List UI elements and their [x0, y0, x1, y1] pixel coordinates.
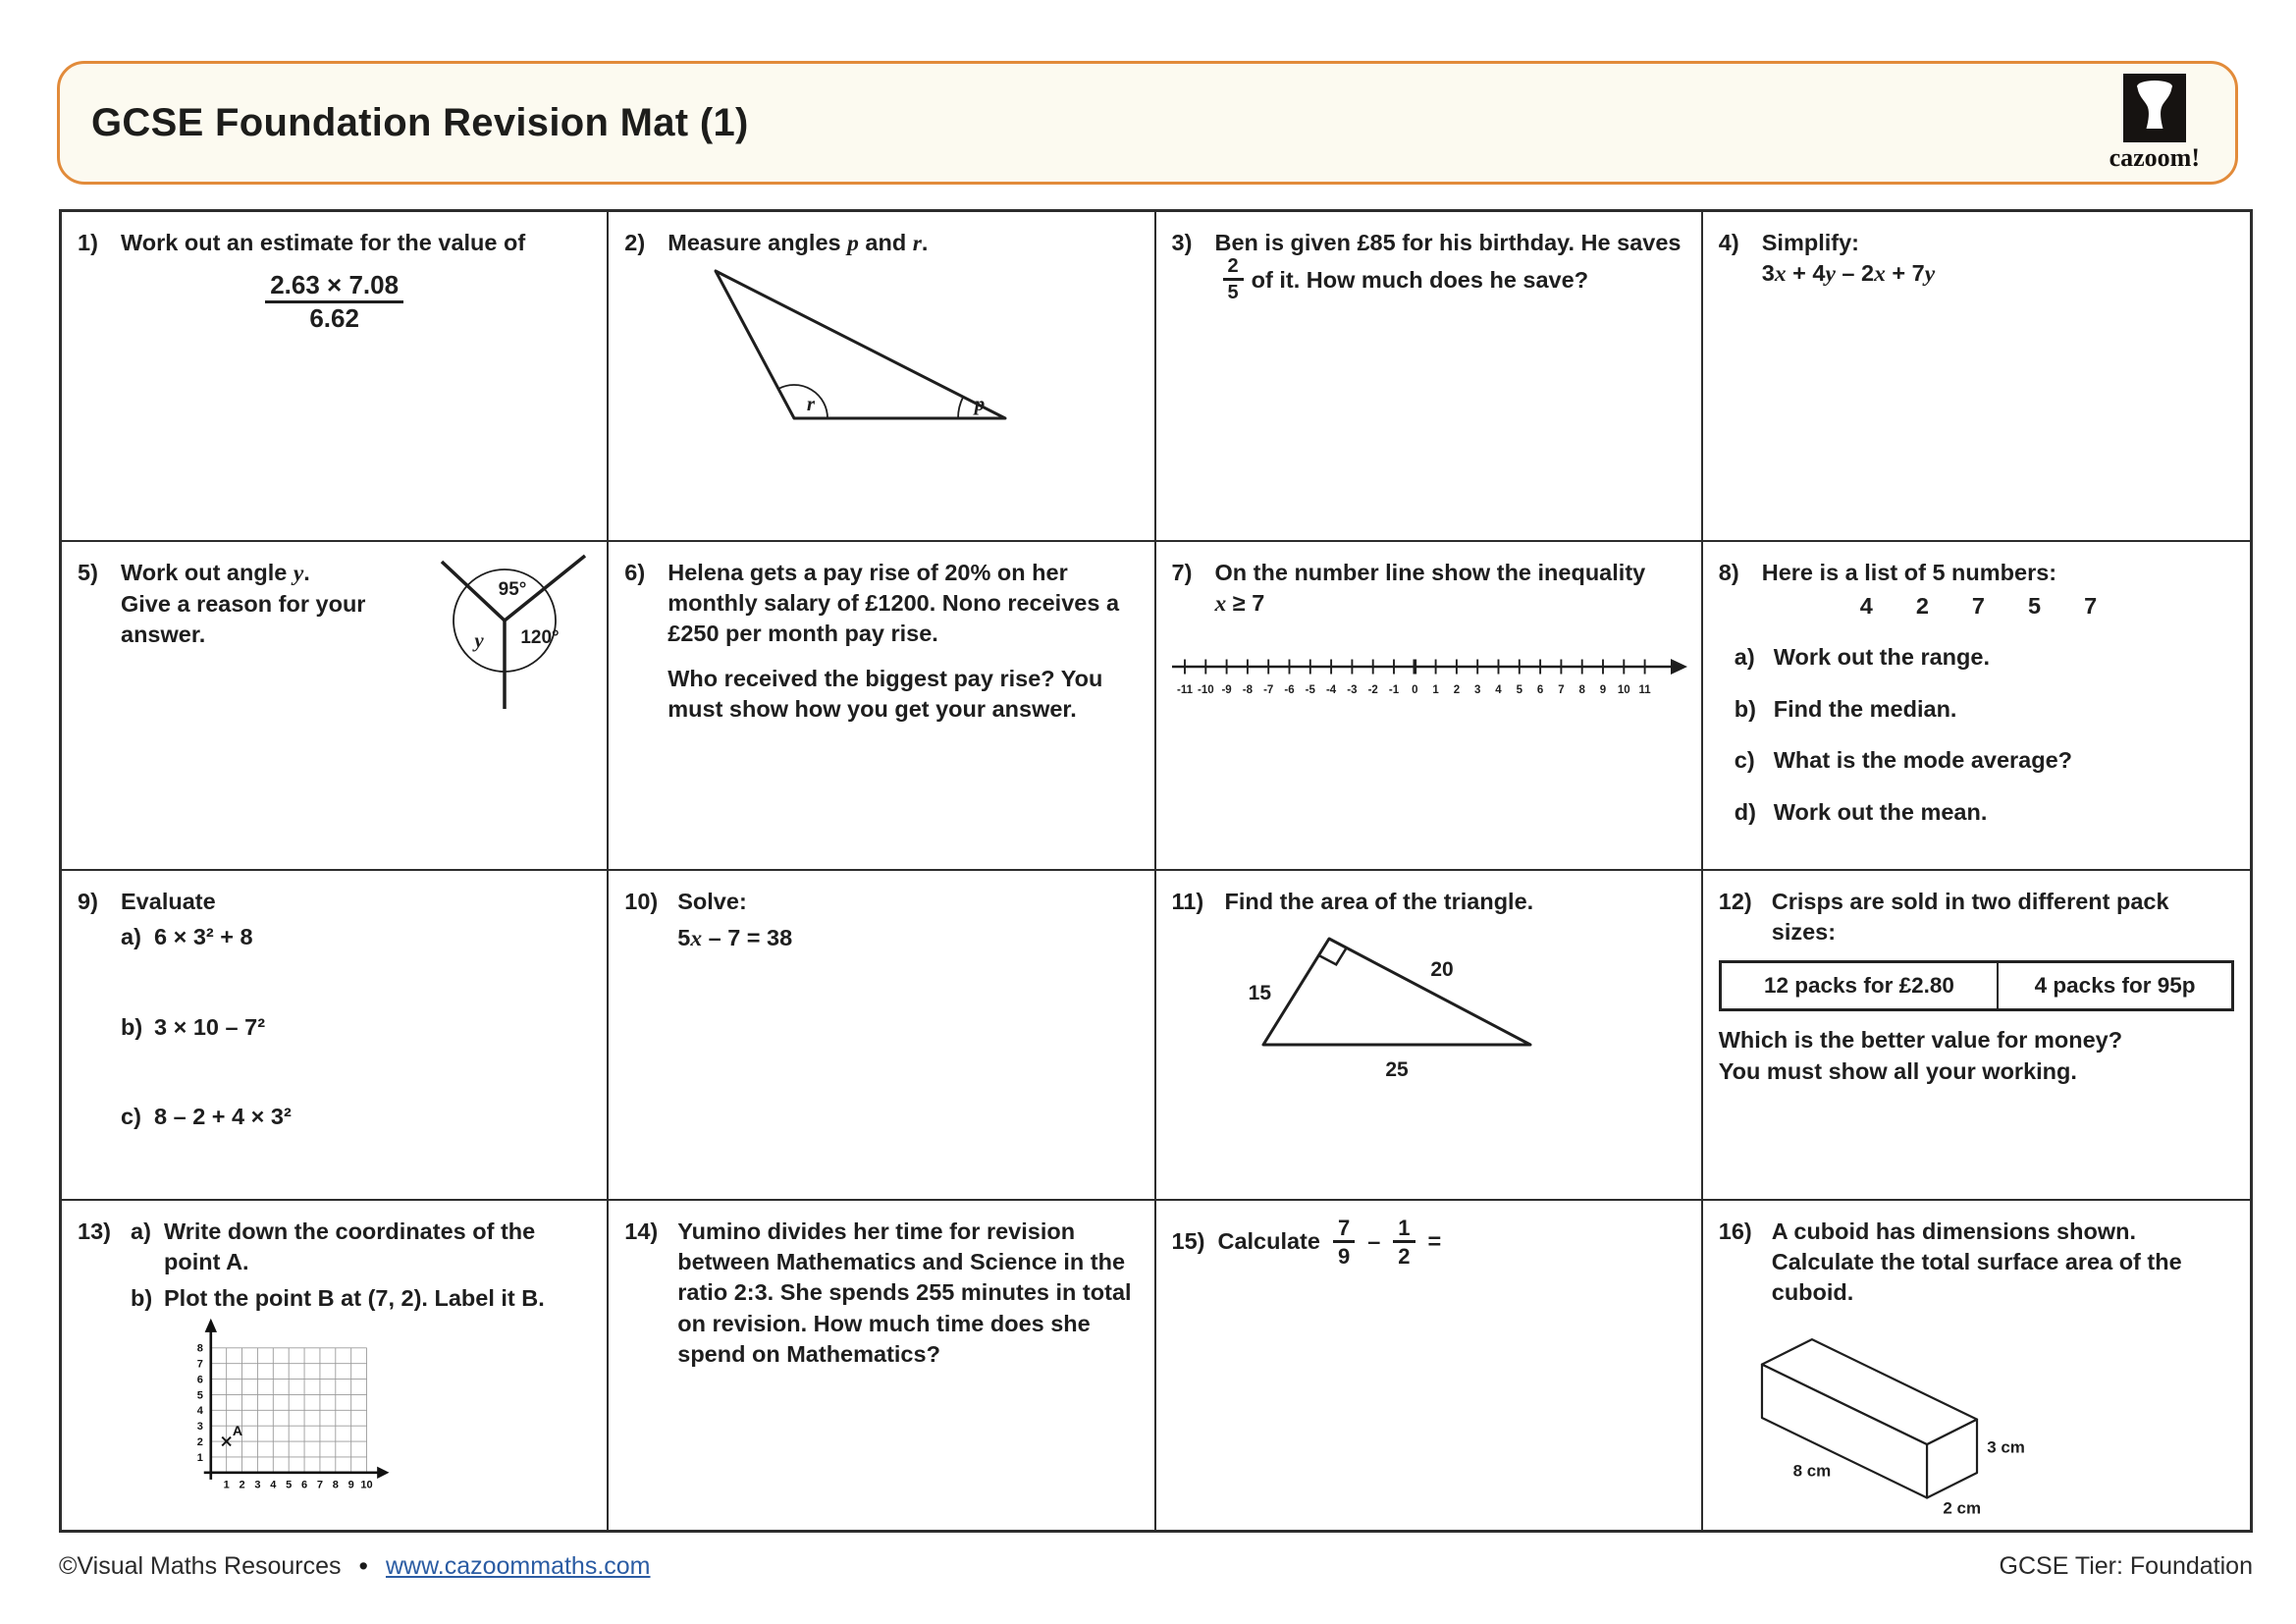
page-title: GCSE Foundation Revision Mat (1): [91, 100, 749, 144]
svg-text:3: 3: [196, 1421, 203, 1434]
svg-text:7: 7: [316, 1479, 324, 1491]
question-16-cell: [1703, 1201, 2250, 1531]
logo-text: cazoom!: [2109, 142, 2200, 172]
svg-text:2: 2: [196, 1435, 203, 1448]
svg-text:2: 2: [239, 1479, 245, 1491]
question-1-cell: [62, 212, 609, 542]
question-6-paragraph-1: Helena gets a pay rise of 20% on her monthly salary of £1200. Nono receives a £250 per month pay rise.: [667, 559, 1120, 647]
svg-text:8: 8: [332, 1479, 339, 1491]
svg-text:7: 7: [1557, 684, 1565, 697]
svg-text:3: 3: [1473, 684, 1480, 697]
question-8c: c) What is the mode average?: [1734, 747, 2073, 774]
question-2-number: 2): [624, 230, 646, 255]
copyright-text: ©Visual Maths Resources: [59, 1552, 342, 1580]
question-6-number: 6): [624, 559, 646, 585]
equals-sign: =: [1427, 1227, 1442, 1254]
angle-r-label: r: [807, 392, 816, 416]
svg-text:0: 0: [1411, 684, 1418, 697]
svg-text:5: 5: [286, 1479, 293, 1491]
svg-text:9: 9: [1599, 684, 1606, 697]
svg-text:8: 8: [196, 1342, 203, 1355]
triangle-diagram: [624, 263, 1135, 430]
question-3-text: Ben is given £85 for his birthday. He saves $\frac{2}{5}$ of it. How much does he save?: [1214, 230, 1682, 304]
question-9-number: 9): [78, 889, 98, 914]
angle-p-label: p: [975, 392, 986, 416]
minus-operator: –: [1367, 1227, 1381, 1254]
question-8-number: 8): [1718, 559, 1739, 585]
question-14-number: 14): [624, 1218, 659, 1244]
number-list: 4 2 7 5 7: [1859, 592, 2098, 619]
question-5-number: 5): [78, 559, 98, 585]
fraction-denominator: 6.62: [309, 302, 359, 333]
question-8d: d) Work out the mean.: [1734, 798, 1988, 825]
cuboid-diagram: [1738, 1313, 2072, 1517]
side-15-label: 15: [1248, 982, 1271, 1005]
question-2-text: Measure angles p and r.: [667, 230, 929, 256]
svg-text:11: 11: [1638, 684, 1651, 697]
question-5-text: Work out angle y.: [121, 559, 310, 586]
svg-text:8: 8: [1577, 684, 1585, 697]
svg-text:6: 6: [196, 1374, 203, 1386]
question-10-equation: 5x – 7 = 38: [677, 925, 793, 952]
svg-text:6: 6: [300, 1479, 308, 1491]
question-13-number: 13): [78, 1218, 111, 1244]
question-5-cell: [62, 542, 609, 872]
question-12-cell: [1703, 871, 2250, 1201]
svg-text:-9: -9: [1220, 684, 1232, 697]
question-12-line2: You must show all your working.: [1718, 1057, 2077, 1084]
question-7-text: On the number line show the inequality: [1214, 559, 1646, 585]
svg-text:7: 7: [196, 1358, 203, 1371]
question-10-cell: [609, 871, 1155, 1201]
svg-text:1: 1: [1431, 684, 1439, 697]
question-4-cell: [1703, 212, 2250, 542]
right-triangle-diagram: [1172, 919, 1584, 1091]
coordinate-grid: [180, 1317, 400, 1500]
fraction-1-2: $\frac{1}{2}$: [1393, 1217, 1415, 1268]
question-8a: a) Work out the range.: [1734, 644, 1990, 671]
question-13-cell: [62, 1201, 609, 1531]
pack-price-table: [1719, 960, 2234, 1011]
svg-text:-3: -3: [1346, 684, 1358, 697]
svg-text:-10: -10: [1197, 684, 1214, 697]
bullet-separator: •: [358, 1551, 368, 1581]
svg-text:10: 10: [1617, 684, 1630, 697]
svg-text:5: 5: [196, 1389, 203, 1402]
question-10-number: 10): [624, 889, 659, 914]
dimension-3cm-label: 3 cm: [1986, 1437, 2025, 1457]
question-12-line1: Which is the better value for money?: [1718, 1027, 2123, 1054]
question-3-cell: [1156, 212, 1703, 542]
question-7-cell: [1156, 542, 1703, 872]
svg-text:3: 3: [254, 1479, 261, 1491]
question-13b: b) Plot the point B at (7, 2). Label it B.: [131, 1285, 545, 1312]
question-3-number: 3): [1171, 230, 1193, 255]
question-12-title: Crisps are sold in two different pack sizes:: [1771, 889, 2169, 946]
question-2-cell: [609, 212, 1155, 542]
svg-text:-6: -6: [1283, 684, 1295, 697]
question-13a: a) Write down the coordinates of the point A.: [131, 1218, 536, 1274]
svg-text:2: 2: [1453, 684, 1460, 697]
svg-text:-11: -11: [1176, 684, 1193, 697]
svg-text:1: 1: [223, 1479, 230, 1491]
angle-120-label: 120°: [520, 626, 560, 648]
fraction-numerator: 2.63 × 7.08: [265, 272, 403, 302]
svg-text:5: 5: [1516, 684, 1522, 697]
question-4-title: Simplify:: [1761, 230, 1859, 255]
svg-text:-4: -4: [1325, 684, 1336, 697]
side-25-label: 25: [1384, 1058, 1409, 1082]
header-banner: [57, 61, 2238, 185]
fraction-7-9: $\frac{7}{9}$: [1333, 1217, 1355, 1268]
question-1-fraction: [78, 272, 591, 332]
svg-text:A: A: [232, 1422, 243, 1438]
svg-text:6: 6: [1536, 684, 1543, 697]
question-14-cell: [609, 1201, 1155, 1531]
number-line: [1172, 653, 1688, 698]
cazoommaths-link[interactable]: www.cazoommaths.com: [385, 1552, 651, 1580]
question-15-cell: [1156, 1201, 1703, 1531]
question-4-expression: 3x + 4y – 2x + 7y: [1761, 260, 1936, 288]
svg-text:-8: -8: [1242, 684, 1253, 697]
dimension-8cm-label: 8 cm: [1792, 1461, 1832, 1481]
question-8b: b) Find the median.: [1734, 695, 1957, 722]
question-7-inequality: x ≥ 7: [1214, 589, 1265, 617]
question-9-title: Evaluate: [121, 889, 216, 914]
question-10-title: Solve:: [677, 889, 747, 914]
question-16-text: A cuboid has dimensions shown. Calculate the total surface area of the cuboid.: [1771, 1218, 2182, 1306]
svg-text:-7: -7: [1262, 684, 1273, 697]
question-9a: a) 6 × 3² + 8: [121, 924, 253, 950]
svg-text:-1: -1: [1388, 684, 1399, 697]
cazoom-logo: [2109, 74, 2200, 173]
pack-option-2: 4 packs for 95p: [1997, 963, 2231, 1008]
question-6-cell: [609, 542, 1155, 872]
question-7-number: 7): [1171, 559, 1193, 585]
question-14-text: Yumino divides her time for revision between Mathematics and Science in the ratio 2:3. She spends 255 minutes in total on revision. How much time does she spend on Mathematics?: [677, 1218, 1132, 1368]
angle-95-label: 95°: [498, 578, 527, 600]
question-11-cell: [1156, 871, 1703, 1201]
svg-text:1: 1: [196, 1451, 203, 1464]
svg-text:-2: -2: [1367, 684, 1378, 697]
question-grid: [59, 209, 2253, 1533]
question-11-title: Find the area of the triangle.: [1224, 889, 1534, 914]
footer: [59, 1551, 2253, 1582]
svg-text:-5: -5: [1305, 684, 1315, 697]
question-15-text: Calculate: [1217, 1227, 1320, 1254]
svg-text:10: 10: [360, 1479, 373, 1491]
pack-option-1: 12 packs for £2.80: [1764, 972, 1954, 998]
question-11-number: 11): [1171, 889, 1204, 914]
question-5-text-line2: Give a reason for your answer.: [121, 590, 366, 648]
question-9b: b) 3 × 10 – 7²: [121, 1013, 266, 1040]
tier-label: GCSE Tier: Foundation: [1999, 1552, 2253, 1580]
question-4-number: 4): [1718, 230, 1739, 255]
question-6-paragraph-2: Who received the biggest pay rise? You must show how you get your answer.: [667, 665, 1103, 723]
svg-text:4: 4: [1494, 684, 1502, 697]
dimension-2cm-label: 2 cm: [1943, 1498, 1981, 1517]
question-9c: c) 8 – 2 + 4 × 3²: [121, 1104, 292, 1130]
drum-icon: [2123, 74, 2186, 142]
question-8-cell: [1703, 542, 2250, 872]
angle-y-label: y: [474, 627, 484, 652]
svg-text:9: 9: [347, 1479, 354, 1491]
question-1-text: Work out an estimate for the value of: [121, 230, 526, 255]
question-9-cell: [62, 871, 609, 1201]
saves-fraction: $\frac{2}{5}$: [1223, 256, 1244, 303]
side-20-label: 20: [1429, 958, 1454, 982]
angles-at-point-diagram: [414, 550, 601, 715]
question-12-number: 12): [1718, 889, 1752, 914]
question-1-number: 1): [78, 230, 98, 255]
question-8-text: Here is a list of 5 numbers:: [1761, 559, 2057, 585]
question-15-number: 15): [1171, 1227, 1205, 1254]
svg-text:4: 4: [196, 1405, 203, 1418]
svg-text:4: 4: [270, 1479, 277, 1491]
question-16-number: 16): [1718, 1218, 1752, 1244]
